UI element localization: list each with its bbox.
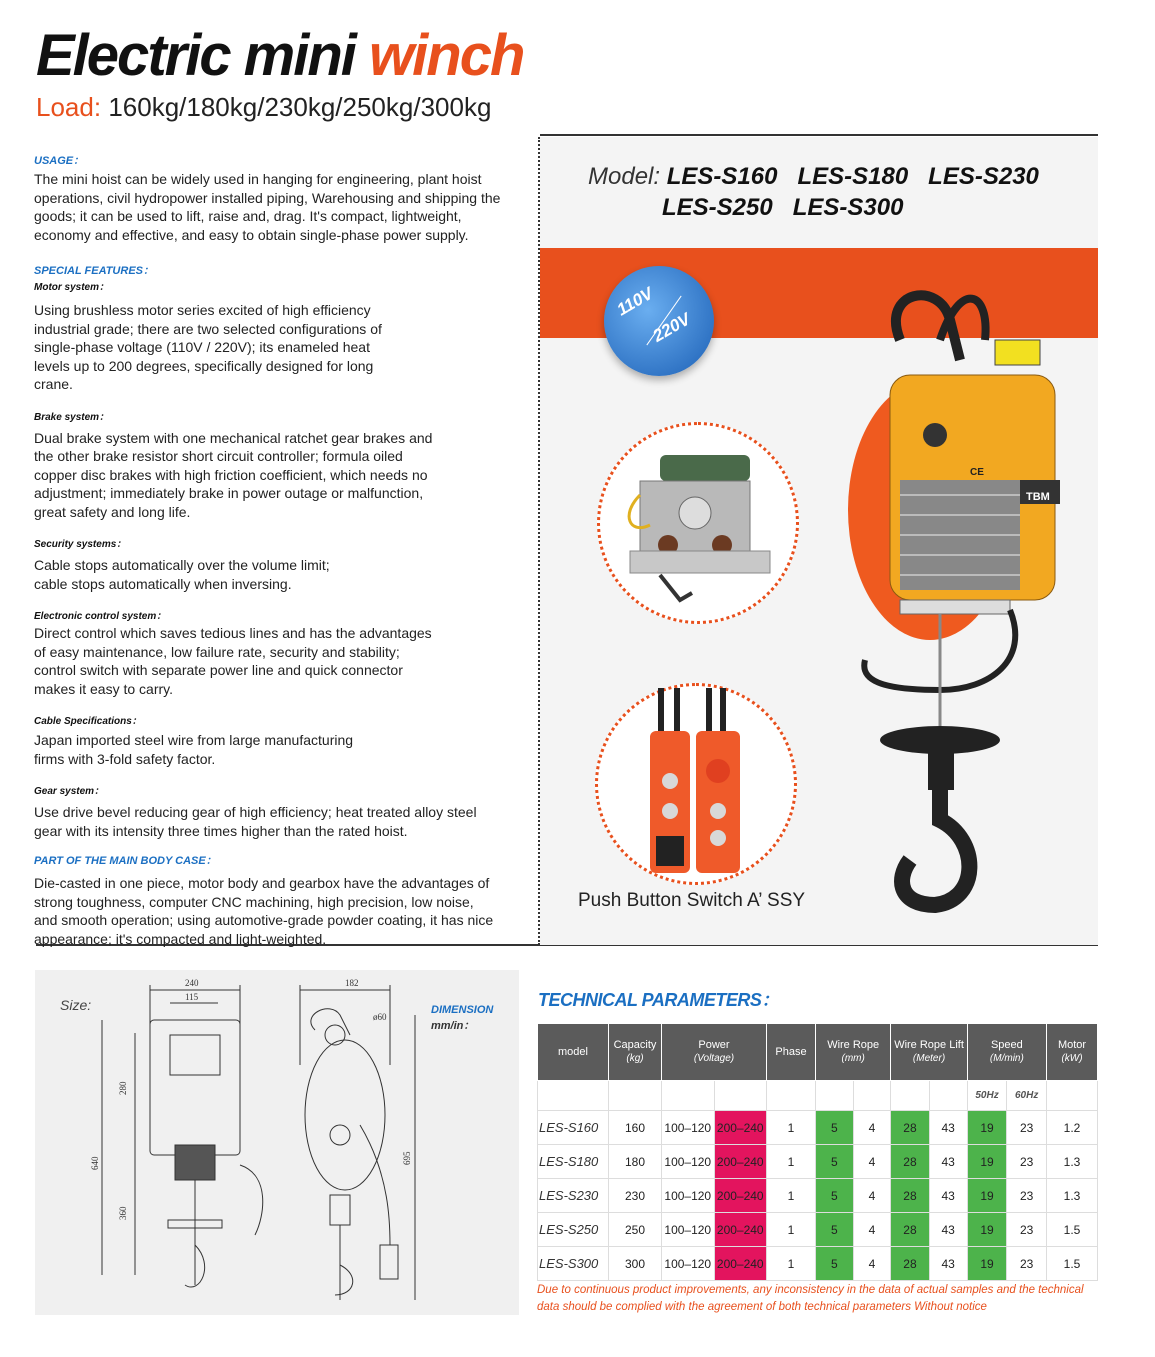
hz50-label: 50Hz (967, 1081, 1007, 1111)
left-column (34, 152, 504, 948)
cell-phase: 1 (767, 1179, 816, 1213)
cell-model: LES-S250 (538, 1213, 609, 1247)
cell-speed-b: 23 (1007, 1213, 1047, 1247)
badge-110v: 110V (613, 283, 657, 320)
cell-rope-a: 5 (816, 1179, 854, 1213)
badge-220v: 220V (649, 309, 694, 346)
th-wire-lift: Wire Rope Lift (Meter) (891, 1024, 967, 1081)
push-button-photo-circle (595, 683, 797, 885)
electronic-title: Electronic control system： (34, 611, 167, 622)
cell-motor: 1.5 (1047, 1213, 1098, 1247)
cell-v1: 100–120 (662, 1111, 715, 1145)
brake-title: Brake system： (34, 411, 110, 423)
cell-speed-b: 23 (1007, 1247, 1047, 1281)
cell-rope-b: 4 (853, 1247, 891, 1281)
cell-speed-a: 19 (967, 1179, 1007, 1213)
dim-695: 695 (402, 1151, 412, 1165)
brand-text: TBM (1026, 491, 1050, 503)
cell-rope-b: 4 (853, 1213, 891, 1247)
table-row (538, 1111, 1098, 1145)
table-header-row (538, 1024, 1098, 1081)
winch-product-icon (840, 280, 1080, 920)
th-capacity: Capacity (kg) (609, 1024, 662, 1081)
cell-speed-a: 19 (967, 1111, 1007, 1145)
usage-text: The mini hoist can be widely used in hanging for engineering, plant hoist operations, civil hydropower installed piping, Warehousing and shipping the goods; it can be used to lift, raise and, drag. It's compact, lightweight, economy and effective, and easy to obtain single-phase power supply. (34, 171, 501, 243)
security-text: Cable stops automatically over the volume limit; cable stops automatically when inversing. (34, 557, 330, 592)
size-label: Size: (60, 997, 92, 1013)
cell-capacity: 230 (609, 1179, 662, 1213)
cell-phase: 1 (767, 1213, 816, 1247)
cell-motor: 1.2 (1047, 1111, 1098, 1145)
cell-v1: 100–120 (662, 1179, 715, 1213)
brake-text: Dual brake system with one mechanical ratchet gear brakes and the other brake resistor short circuit controller; formula oiled copper disc brakes with high friction coefficient, which needs no adjustment; immediately brake in power outage or malfunction, great safety and long life. (34, 429, 433, 520)
tech-params-table (537, 1023, 1098, 1281)
gear-text: Use drive bevel reducing gear of high efficiency; heat treated alloy steel gear with its intensity three times higher than the rated hoist. (34, 804, 477, 839)
special-features-title: SPECIAL FEATURES： (34, 265, 154, 277)
cell-speed-a: 19 (967, 1145, 1007, 1179)
models-line1: LES-S160 LES-S180 LES-S230 (666, 163, 1039, 190)
dim-240: 240 (185, 978, 199, 988)
cell-v2: 200–240 (714, 1111, 767, 1145)
cell-rope-a: 5 (816, 1145, 854, 1179)
gear-title: Gear system： (34, 786, 105, 797)
push-button-switch-icon (598, 686, 794, 882)
cell-speed-b: 23 (1007, 1111, 1047, 1145)
dim-360: 360 (118, 1206, 128, 1220)
cable-title: Cable Specifications： (34, 716, 142, 727)
cell-lift-b: 43 (929, 1179, 967, 1213)
dimension-drawing-icon (90, 975, 430, 1310)
load-label: Load: (36, 92, 102, 122)
cell-lift-a: 28 (891, 1145, 929, 1179)
dimension-label: DIMENSION (431, 1004, 494, 1016)
cell-lift-a: 28 (891, 1247, 929, 1281)
cell-lift-a: 28 (891, 1111, 929, 1145)
cell-capacity: 250 (609, 1213, 662, 1247)
hz60-label: 60Hz (1007, 1081, 1047, 1111)
security-title: Security systems： (34, 539, 127, 550)
cell-rope-b: 4 (853, 1111, 891, 1145)
table-row (538, 1145, 1098, 1179)
case-title: PART OF THE MAIN BODY CASE： (34, 855, 217, 867)
dim-280: 280 (118, 1081, 128, 1095)
brake-photo-circle (597, 422, 799, 624)
th-motor: Motor (kW) (1047, 1024, 1098, 1081)
cell-capacity: 160 (609, 1111, 662, 1145)
cell-lift-b: 43 (929, 1247, 967, 1281)
cell-motor: 1.3 (1047, 1145, 1098, 1179)
cell-speed-b: 23 (1007, 1179, 1047, 1213)
cell-lift-a: 28 (891, 1213, 929, 1247)
cell-model: LES-S300 (538, 1247, 609, 1281)
cell-rope-a: 5 (816, 1247, 854, 1281)
cell-speed-a: 19 (967, 1247, 1007, 1281)
table-subheader-row (538, 1081, 1098, 1111)
load-values: 160kg/180kg/230kg/250kg/300kg (108, 92, 492, 122)
cell-model: LES-S180 (538, 1145, 609, 1179)
th-speed: Speed (M/min) (967, 1024, 1046, 1081)
table-row (538, 1247, 1098, 1281)
unit-label: mm/in： (431, 1020, 475, 1032)
cell-speed-b: 23 (1007, 1145, 1047, 1179)
cell-lift-b: 43 (929, 1213, 967, 1247)
cell-phase: 1 (767, 1247, 816, 1281)
model-label: Model: (588, 163, 661, 190)
electronic-text: Direct control which saves tedious lines and has the advantages of easy maintenance, low failure rate, security and stability; control switch with separate power line and quick connector makes it easy to carry. (34, 625, 432, 697)
cable-text: Japan imported steel wire from large manufacturing firms with 3-fold safety factor. (34, 732, 354, 767)
cell-capacity: 180 (609, 1145, 662, 1179)
cell-lift-a: 28 (891, 1179, 929, 1213)
cell-model: LES-S230 (538, 1179, 609, 1213)
cell-model: LES-S160 (538, 1111, 609, 1145)
cell-motor: 1.3 (1047, 1179, 1098, 1213)
cell-rope-a: 5 (816, 1213, 854, 1247)
cell-v2: 200–240 (714, 1145, 767, 1179)
cell-v2: 200–240 (714, 1247, 767, 1281)
push-button-label: Push Button Switch A’ SSY (578, 890, 806, 911)
cell-rope-b: 4 (853, 1145, 891, 1179)
th-power: Power (Voltage) (662, 1024, 767, 1081)
cell-v2: 200–240 (714, 1179, 767, 1213)
th-phase: Phase (767, 1024, 816, 1081)
motor-text: Using brushless motor series excited of high efficiency industrial grade; there are two selected configurations of single-phase voltage (110V / 220V); its enameled heat levels up to 200 degrees, specifically designed for long crane. (34, 302, 382, 392)
page-title (36, 22, 523, 89)
th-wire-rope: Wire Rope (mm) (816, 1024, 891, 1081)
case-text: Die-casted in one piece, motor body and gearbox have the advantages of strong toughness, computer CNC machining, high precision, low noise, and smooth operation; using automotive-grade powder coating, it has nice appearance; it's compacted and light-weighted. (34, 875, 494, 947)
cell-v1: 100–120 (662, 1247, 715, 1281)
table-row (538, 1213, 1098, 1247)
cell-v2: 200–240 (714, 1213, 767, 1247)
title-main: Electric mini (36, 23, 355, 88)
top-rule (540, 134, 1098, 136)
cell-v1: 100–120 (662, 1145, 715, 1179)
models-line2: LES-S250 LES-S300 (662, 194, 904, 221)
cell-speed-a: 19 (967, 1213, 1007, 1247)
cell-rope-b: 4 (853, 1179, 891, 1213)
tech-params-title: TECHNICAL PARAMETERS： (538, 990, 779, 1010)
motor-title: Motor system： (34, 282, 110, 293)
usage-title: USAGE： (34, 155, 85, 167)
brake-assembly-icon (600, 425, 796, 621)
dim-115: 115 (185, 992, 199, 1002)
cell-phase: 1 (767, 1145, 816, 1179)
cell-lift-b: 43 (929, 1145, 967, 1179)
table-row (538, 1179, 1098, 1213)
model-line (588, 163, 1039, 191)
th-model: model (538, 1024, 609, 1081)
cell-phase: 1 (767, 1111, 816, 1145)
cell-capacity: 300 (609, 1247, 662, 1281)
dim-640: 640 (90, 1156, 100, 1170)
title-accent: winch (369, 23, 524, 88)
cell-lift-b: 43 (929, 1111, 967, 1145)
voltage-badge (604, 266, 714, 376)
dim-60: ø60 (373, 1012, 387, 1022)
ce-mark: CE (970, 467, 984, 478)
cell-rope-a: 5 (816, 1111, 854, 1145)
dim-182: 182 (345, 978, 359, 988)
disclaimer-note: Due to continuous product improvements, any inconsistency in the data of actual samples and the technical data should be complied with the agreement of both technical parameters Without notice (537, 1284, 1084, 1313)
load-line (36, 92, 491, 123)
size-drawing-box (35, 970, 519, 1315)
cell-v1: 100–120 (662, 1213, 715, 1247)
cell-motor: 1.5 (1047, 1247, 1098, 1281)
